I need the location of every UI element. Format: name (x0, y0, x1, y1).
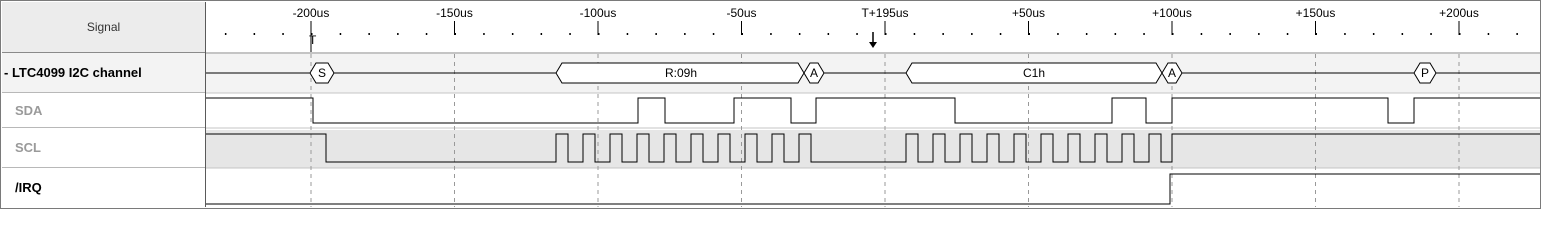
time-tick-label: +100us (1152, 6, 1192, 20)
i2c-address-label: R:09h (664, 66, 698, 80)
time-tick-label: -100us (579, 6, 617, 20)
minor-tick (1258, 33, 1260, 35)
time-tick-label: -150us (436, 6, 473, 20)
minor-tick (426, 33, 428, 35)
time-tick-label: +200us (1439, 6, 1479, 20)
channel-label-sda-text: SDA (15, 102, 43, 118)
minor-tick (598, 33, 600, 35)
minor-tick (742, 33, 744, 35)
channel-label-i2c[interactable] (2, 53, 205, 93)
minor-tick (1459, 33, 1461, 35)
signal-header-text: Signal (86, 20, 121, 34)
minor-tick (655, 33, 657, 35)
time-tick-label: +150us (1295, 6, 1336, 20)
minor-tick (483, 33, 485, 35)
waveform-canvas[interactable] (206, 2, 1540, 207)
minor-tick (569, 33, 571, 35)
minor-tick (455, 33, 457, 35)
minor-tick (627, 33, 629, 35)
minor-tick (340, 33, 342, 35)
signal-column-header[interactable] (2, 2, 205, 53)
minor-tick (1373, 33, 1375, 35)
minor-tick (1316, 33, 1318, 35)
channel-label-scl[interactable] (2, 128, 205, 168)
minor-tick (1287, 33, 1289, 35)
time-tick-label: -200us (292, 6, 330, 20)
minor-tick (828, 33, 830, 35)
minor-tick (971, 33, 973, 35)
i2c-data-label: C1h (1022, 66, 1046, 80)
minor-tick (1402, 33, 1404, 35)
i2c-ack1-label: A (809, 66, 819, 80)
minor-tick (225, 33, 227, 35)
minor-tick (1115, 33, 1117, 35)
minor-tick (1086, 33, 1088, 35)
channel-label-irq[interactable] (2, 168, 205, 207)
minor-tick (282, 33, 284, 35)
minor-tick (397, 33, 399, 35)
minor-tick (254, 33, 256, 35)
minor-tick (1172, 33, 1174, 35)
minor-tick (512, 33, 514, 35)
channel-label-scl-text: SCL (15, 140, 41, 155)
minor-tick (1344, 33, 1346, 35)
i2c-stop-label: P (1420, 66, 1430, 80)
trigger-marker-label: T (309, 33, 317, 47)
minor-tick (1143, 33, 1145, 35)
minor-tick (856, 33, 858, 35)
minor-tick (1488, 33, 1490, 35)
signal-label-column (2, 2, 206, 207)
minor-tick (368, 33, 370, 35)
minor-tick (770, 33, 772, 35)
minor-tick (885, 33, 887, 35)
minor-tick (1057, 33, 1059, 35)
minor-tick (799, 33, 801, 35)
waveform-area[interactable] (206, 2, 1540, 207)
channel-label-i2c-text: - LTC4099 I2C channel (4, 65, 142, 80)
minor-tick (914, 33, 916, 35)
minor-tick (684, 33, 686, 35)
minor-tick (1430, 33, 1432, 35)
minor-tick (713, 33, 715, 35)
sda-waveform[interactable] (206, 98, 1540, 123)
minor-tick (1201, 33, 1203, 35)
i2c-ack2-label: A (1167, 66, 1177, 80)
irq-waveform[interactable] (206, 174, 1540, 204)
channel-label-sda[interactable] (2, 93, 205, 128)
i2c-start-label: S (317, 66, 327, 80)
time-tick-label: -50us (726, 6, 757, 20)
channel-label-irq-text: /IRQ (15, 180, 42, 195)
minor-tick (1029, 33, 1031, 35)
minor-tick (541, 33, 543, 35)
minor-tick (1000, 33, 1002, 35)
minor-tick (1516, 33, 1518, 35)
minor-tick (942, 33, 944, 35)
time-tick-label: T+195us (861, 6, 909, 20)
minor-tick (1229, 33, 1231, 35)
time-tick-label: +50us (1011, 6, 1046, 20)
